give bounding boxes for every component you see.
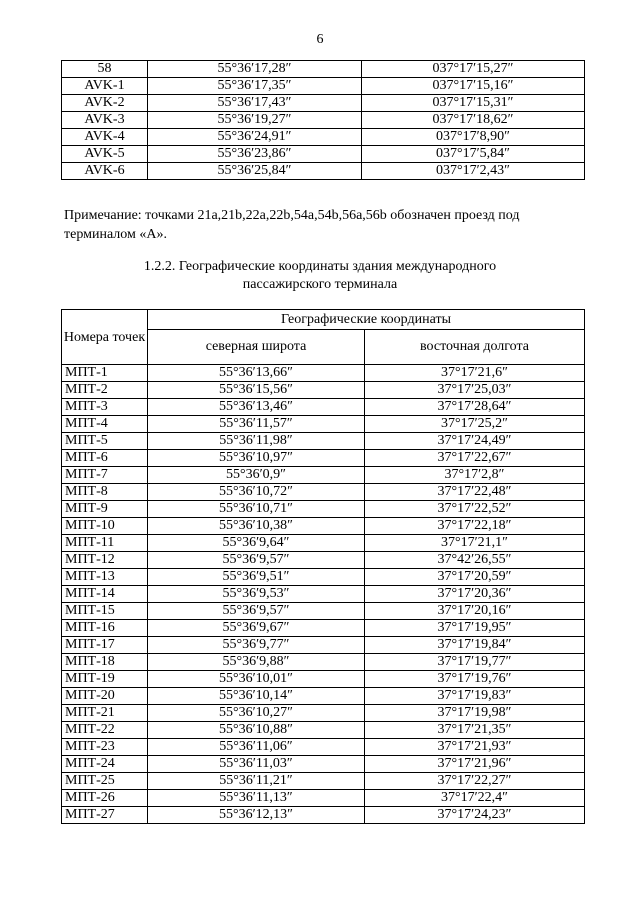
longitude-cell: 37°17′19,84″ xyxy=(365,637,585,654)
longitude-cell: 37°17′25,03″ xyxy=(365,382,585,399)
longitude-cell: 37°17′19,77″ xyxy=(365,654,585,671)
latitude-cell: 55°36′9,88″ xyxy=(148,654,365,671)
table-row xyxy=(62,95,585,112)
latitude-cell: 55°36′10,38″ xyxy=(148,518,365,535)
page-number: 6 xyxy=(316,32,324,47)
longitude-cell: 037°17′15,31″ xyxy=(362,95,585,112)
point-id-cell: 58 xyxy=(62,61,148,78)
header-longitude: восточная долгота xyxy=(365,330,585,365)
table-row xyxy=(62,416,585,433)
longitude-cell: 37°17′21,96″ xyxy=(365,756,585,773)
table-row xyxy=(62,146,585,163)
longitude-cell: 37°17′22,48″ xyxy=(365,484,585,501)
latitude-cell: 55°36′13,66″ xyxy=(148,365,365,382)
longitude-cell: 37°17′19,98″ xyxy=(365,705,585,722)
latitude-cell: 55°36′12,13″ xyxy=(148,807,365,824)
point-id-cell: МПТ-18 xyxy=(62,654,148,671)
longitude-cell: 37°17′19,83″ xyxy=(365,688,585,705)
point-id-cell: МПТ-16 xyxy=(62,620,148,637)
longitude-cell: 37°17′20,59″ xyxy=(365,569,585,586)
point-id-cell: МПТ-11 xyxy=(62,535,148,552)
table-row xyxy=(62,433,585,450)
longitude-cell: 037°17′15,16″ xyxy=(362,78,585,95)
table-row xyxy=(62,620,585,637)
header-latitude: северная широта xyxy=(148,330,365,365)
latitude-cell: 55°36′23,86″ xyxy=(148,146,362,163)
table-row xyxy=(62,450,585,467)
latitude-cell: 55°36′17,35″ xyxy=(148,78,362,95)
point-id-cell: МПТ-8 xyxy=(62,484,148,501)
latitude-cell: 55°36′19,27″ xyxy=(148,112,362,129)
point-id-cell: МПТ-27 xyxy=(62,807,148,824)
latitude-cell: 55°36′17,28″ xyxy=(148,61,362,78)
latitude-cell: 55°36′11,98″ xyxy=(148,433,365,450)
table-row xyxy=(62,756,585,773)
point-id-cell: МПТ-12 xyxy=(62,552,148,569)
table-row xyxy=(62,807,585,824)
point-id-cell: AVK-1 xyxy=(62,78,148,95)
longitude-cell: 037°17′15,27″ xyxy=(362,61,585,78)
point-id-cell: МПТ-17 xyxy=(62,637,148,654)
longitude-cell: 037°17′18,62″ xyxy=(362,112,585,129)
longitude-cell: 37°17′22,27″ xyxy=(365,773,585,790)
longitude-cell: 37°17′22,67″ xyxy=(365,450,585,467)
point-id-cell: МПТ-22 xyxy=(62,722,148,739)
latitude-cell: 55°36′10,27″ xyxy=(148,705,365,722)
latitude-cell: 55°36′13,46″ xyxy=(148,399,365,416)
table-row xyxy=(62,163,585,180)
latitude-cell: 55°36′9,67″ xyxy=(148,620,365,637)
point-id-cell: МПТ-20 xyxy=(62,688,148,705)
terminal-coordinates-table xyxy=(61,309,585,824)
point-id-cell: МПТ-10 xyxy=(62,518,148,535)
table-row xyxy=(62,637,585,654)
table-row xyxy=(62,569,585,586)
point-id-cell: МПТ-3 xyxy=(62,399,148,416)
point-id-cell: МПТ-24 xyxy=(62,756,148,773)
table-row xyxy=(62,484,585,501)
latitude-cell: 55°36′11,06″ xyxy=(148,739,365,756)
point-id-cell: МПТ-15 xyxy=(62,603,148,620)
table-row xyxy=(62,739,585,756)
header-geo-coords: Географические координаты xyxy=(148,310,585,330)
table-row xyxy=(62,790,585,807)
table-row xyxy=(62,671,585,688)
coordinates-table-continued xyxy=(61,60,585,180)
table-row xyxy=(62,467,585,484)
latitude-cell: 55°36′17,43″ xyxy=(148,95,362,112)
latitude-cell: 55°36′9,51″ xyxy=(148,569,365,586)
table-row xyxy=(62,78,585,95)
point-id-cell: МПТ-5 xyxy=(62,433,148,450)
latitude-cell: 55°36′15,56″ xyxy=(148,382,365,399)
table-row xyxy=(62,586,585,603)
table-row xyxy=(62,552,585,569)
table-row xyxy=(62,603,585,620)
table-1-body xyxy=(62,61,585,180)
longitude-cell: 37°17′28,64″ xyxy=(365,399,585,416)
longitude-cell: 37°17′21,93″ xyxy=(365,739,585,756)
table-row xyxy=(62,129,585,146)
latitude-cell: 55°36′10,97″ xyxy=(148,450,365,467)
latitude-cell: 55°36′9,57″ xyxy=(148,552,365,569)
note-text: Примечание: точками 21a,21b,22a,22b,54a,54b,56a,56b обозначен проезд под терминалом «А». xyxy=(64,208,520,242)
longitude-cell: 37°17′19,76″ xyxy=(365,671,585,688)
table-row xyxy=(62,365,585,382)
latitude-cell: 55°36′10,72″ xyxy=(148,484,365,501)
longitude-cell: 037°17′8,90″ xyxy=(362,129,585,146)
longitude-cell: 37°17′20,36″ xyxy=(365,586,585,603)
table-2-body xyxy=(62,365,585,824)
point-id-cell: МПТ-19 xyxy=(62,671,148,688)
latitude-cell: 55°36′11,13″ xyxy=(148,790,365,807)
section-title xyxy=(0,258,640,294)
latitude-cell: 55°36′10,71″ xyxy=(148,501,365,518)
section-title-line-1: 1.2.2. Географические координаты здания международного xyxy=(143,259,497,274)
point-id-cell: МПТ-7 xyxy=(62,467,148,484)
table-row xyxy=(62,535,585,552)
point-id-cell: МПТ-13 xyxy=(62,569,148,586)
point-id-cell: МПТ-25 xyxy=(62,773,148,790)
longitude-cell: 037°17′2,43″ xyxy=(362,163,585,180)
longitude-cell: 37°17′2,8″ xyxy=(365,467,585,484)
point-id-cell: МПТ-14 xyxy=(62,586,148,603)
point-id-cell: МПТ-21 xyxy=(62,705,148,722)
latitude-cell: 55°36′24,91″ xyxy=(148,129,362,146)
point-id-cell: AVK-2 xyxy=(62,95,148,112)
longitude-cell: 037°17′5,84″ xyxy=(362,146,585,163)
table-row xyxy=(62,112,585,129)
longitude-cell: 37°17′21,1″ xyxy=(365,535,585,552)
table-row xyxy=(62,688,585,705)
longitude-cell: 37°17′22,18″ xyxy=(365,518,585,535)
longitude-cell: 37°17′20,16″ xyxy=(365,603,585,620)
longitude-cell: 37°17′21,35″ xyxy=(365,722,585,739)
latitude-cell: 55°36′0,9″ xyxy=(148,467,365,484)
point-id-cell: МПТ-6 xyxy=(62,450,148,467)
point-id-cell: AVK-5 xyxy=(62,146,148,163)
latitude-cell: 55°36′9,57″ xyxy=(148,603,365,620)
point-id-cell: МПТ-26 xyxy=(62,790,148,807)
latitude-cell: 55°36′11,21″ xyxy=(148,773,365,790)
table-row xyxy=(62,654,585,671)
longitude-cell: 37°17′24,49″ xyxy=(365,433,585,450)
table-row xyxy=(62,518,585,535)
point-id-cell: МПТ-23 xyxy=(62,739,148,756)
point-id-cell: МПТ-4 xyxy=(62,416,148,433)
table-row xyxy=(62,773,585,790)
longitude-cell: 37°17′22,52″ xyxy=(365,501,585,518)
header-points: Номера точек xyxy=(62,310,148,365)
longitude-cell: 37°17′25,2″ xyxy=(365,416,585,433)
table-row xyxy=(62,501,585,518)
latitude-cell: 55°36′9,53″ xyxy=(148,586,365,603)
latitude-cell: 55°36′9,64″ xyxy=(148,535,365,552)
longitude-cell: 37°17′24,23″ xyxy=(365,807,585,824)
latitude-cell: 55°36′11,57″ xyxy=(148,416,365,433)
table-2-header xyxy=(62,310,585,365)
point-id-cell: AVK-3 xyxy=(62,112,148,129)
point-id-cell: МПТ-1 xyxy=(62,365,148,382)
longitude-cell: 37°42′26,55″ xyxy=(365,552,585,569)
latitude-cell: 55°36′25,84″ xyxy=(148,163,362,180)
header-row-1 xyxy=(62,310,585,330)
longitude-cell: 37°17′19,95″ xyxy=(365,620,585,637)
point-id-cell: AVK-4 xyxy=(62,129,148,146)
point-id-cell: AVK-6 xyxy=(62,163,148,180)
point-id-cell: МПТ-9 xyxy=(62,501,148,518)
table-row xyxy=(62,382,585,399)
latitude-cell: 55°36′11,03″ xyxy=(148,756,365,773)
table-row xyxy=(62,722,585,739)
longitude-cell: 37°17′21,6″ xyxy=(365,365,585,382)
latitude-cell: 55°36′10,01″ xyxy=(148,671,365,688)
latitude-cell: 55°36′9,77″ xyxy=(148,637,365,654)
table-row xyxy=(62,399,585,416)
section-title-line-2: пассажирского терминала xyxy=(242,277,398,292)
table-row xyxy=(62,61,585,78)
point-id-cell: МПТ-2 xyxy=(62,382,148,399)
table-row xyxy=(62,705,585,722)
latitude-cell: 55°36′10,14″ xyxy=(148,688,365,705)
latitude-cell: 55°36′10,88″ xyxy=(148,722,365,739)
longitude-cell: 37°17′22,4″ xyxy=(365,790,585,807)
